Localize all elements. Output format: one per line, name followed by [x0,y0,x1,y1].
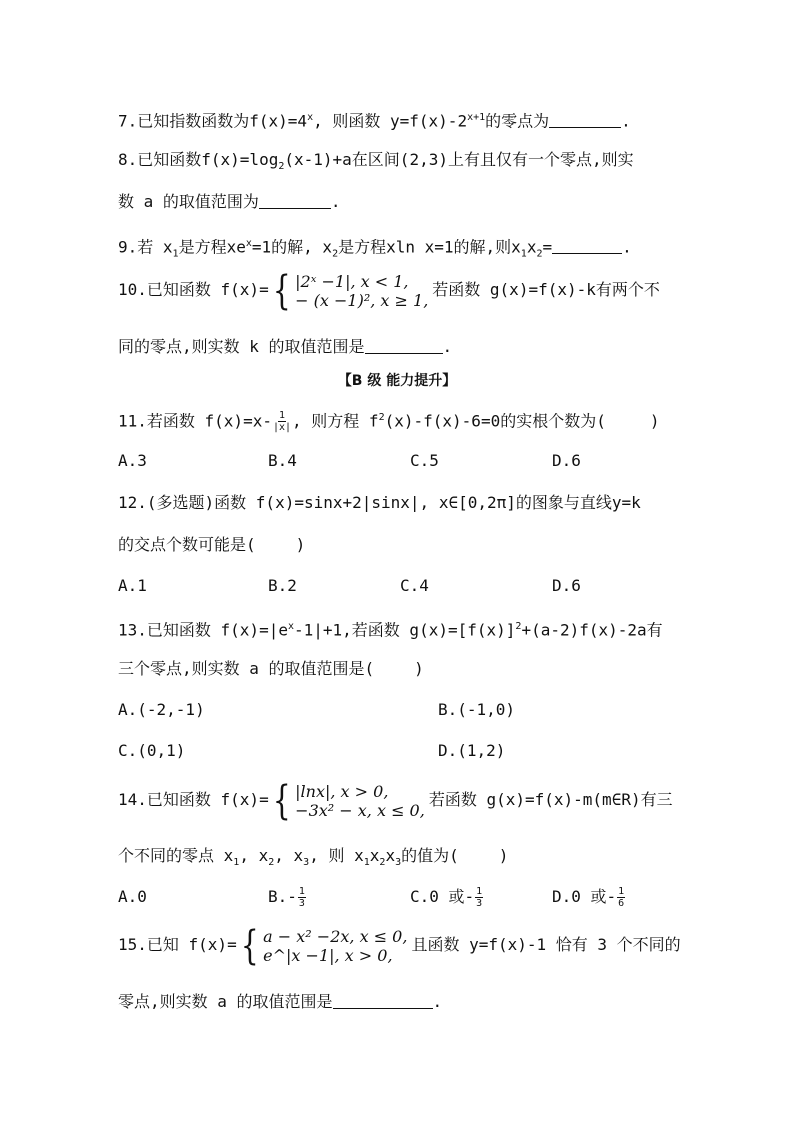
question-15-line-1: 15.已知 f(x)= { a − x² −2x, x ≤ 0, e^|x −1|, x > 0, 且函数 y=f(x)-1 恰有 3 个不同的 [118,922,681,969]
answer-blank[interactable] [549,111,621,128]
left-brace: { [272,267,291,314]
option-c[interactable]: C.4 [400,576,429,595]
question-14-line-1: 14.已知函数 f(x)= { |lnx|, x > 0, −3x² − x, x ≤ 0, 若函数 g(x)=f(x)-m(m∈R)有三 [118,777,673,824]
option-c[interactable]: C.0 或- $\frac{1}{3}$ [410,886,483,909]
option-d[interactable]: D.(1,2) [438,741,506,760]
option-b[interactable]: B.4 [268,451,297,470]
option-a[interactable]: A.0 [118,887,147,906]
option-d[interactable]: D.6 [552,451,581,470]
left-brace: { [272,777,291,824]
question-13-line-2: 三个零点,则实数 a 的取值范围是( ) [118,659,424,678]
question-9: 9.若 $x_1$是方程$xe^x=1$的解, $x_2$是方程xln x=1的解,则$x_1x_2=$ . [118,237,632,260]
question-8-line-2: 数 a 的取值范围为 . [118,192,341,211]
option-d[interactable]: D.0 或- $\frac{1}{6}$ [552,886,625,909]
left-brace: { [240,922,259,969]
option-b[interactable]: B.2 [268,576,297,595]
answer-blank[interactable] [259,192,331,209]
fraction: $\frac{1}{3}$ [298,886,305,909]
question-12-line-1: 12.(多选题)函数 f(x)=sinx+2|sinx|, x∈[0,2π]的图象与直线y=k [118,493,641,512]
piecewise-function: { |2ˣ −1|, x < 1, − (x −1)², x ≥ 1, [272,267,429,314]
section-heading: 【B 级 能力提升】 [337,373,457,389]
piecewise-function: { a − x² −2x, x ≤ 0, e^|x −1|, x > 0, [240,922,408,969]
fraction: $\frac{1}{6}$ [618,886,625,909]
option-a[interactable]: A.3 [118,451,147,470]
option-a[interactable]: A.(-2,-1) [118,700,205,719]
option-b[interactable]: B.- $\frac{1}{3}$ [268,886,305,909]
answer-blank[interactable] [552,237,622,254]
option-c[interactable]: C.(0,1) [118,741,186,760]
option-d[interactable]: D.6 [552,576,581,595]
question-8-line-1: 8.已知函数$f(x)=\log_2(x-1)+a$在区间(2,3)上有且仅有一个零点,则实 [118,150,634,173]
question-11: 11.若函数 f(x)=x- $\frac{1}{|x|}$ , 则方程 $f^2(x)-f(x)-6=0$的实根个数为( ) [118,410,660,434]
question-10-line-2: 同的零点,则实数 k 的取值范围是 . [118,337,453,356]
fraction: $\frac{1}{3}$ [476,886,483,909]
question-10-line-1: 10.已知函数 f(x)= { |2ˣ −1|, x < 1, − (x −1)², x ≥ 1, 若函数 g(x)=f(x)-k有两个不 [118,267,660,314]
answer-blank[interactable] [333,992,433,1009]
question-13-line-1: 13.已知函数 $f(x)=|e^x-1|+1$,若函数 $g(x)=[f(x)]^2+(a-2)f(x)-2a$有 [118,620,663,640]
question-14-line-2: 个不同的零点 $x_1$, $x_2$, $x_3$, 则 $x_1x_2x_3$的值为( ) [118,846,509,869]
question-12-line-2: 的交点个数可能是( ) [118,535,306,554]
option-a[interactable]: A.1 [118,576,147,595]
question-7: 7.已知指数函数为$f(x)=4^x$, 则函数 $y=f(x)-2^{x+1}$的零点为 . [118,111,631,131]
question-15-line-2: 零点,则实数 a 的取值范围是 . [118,992,443,1011]
option-b[interactable]: B.(-1,0) [438,700,516,719]
option-c[interactable]: C.5 [410,451,439,470]
fraction: $\frac{1}{|x|}$ [272,410,292,434]
piecewise-function: { |lnx|, x > 0, −3x² − x, x ≤ 0, [272,777,425,824]
answer-blank[interactable] [365,337,443,354]
